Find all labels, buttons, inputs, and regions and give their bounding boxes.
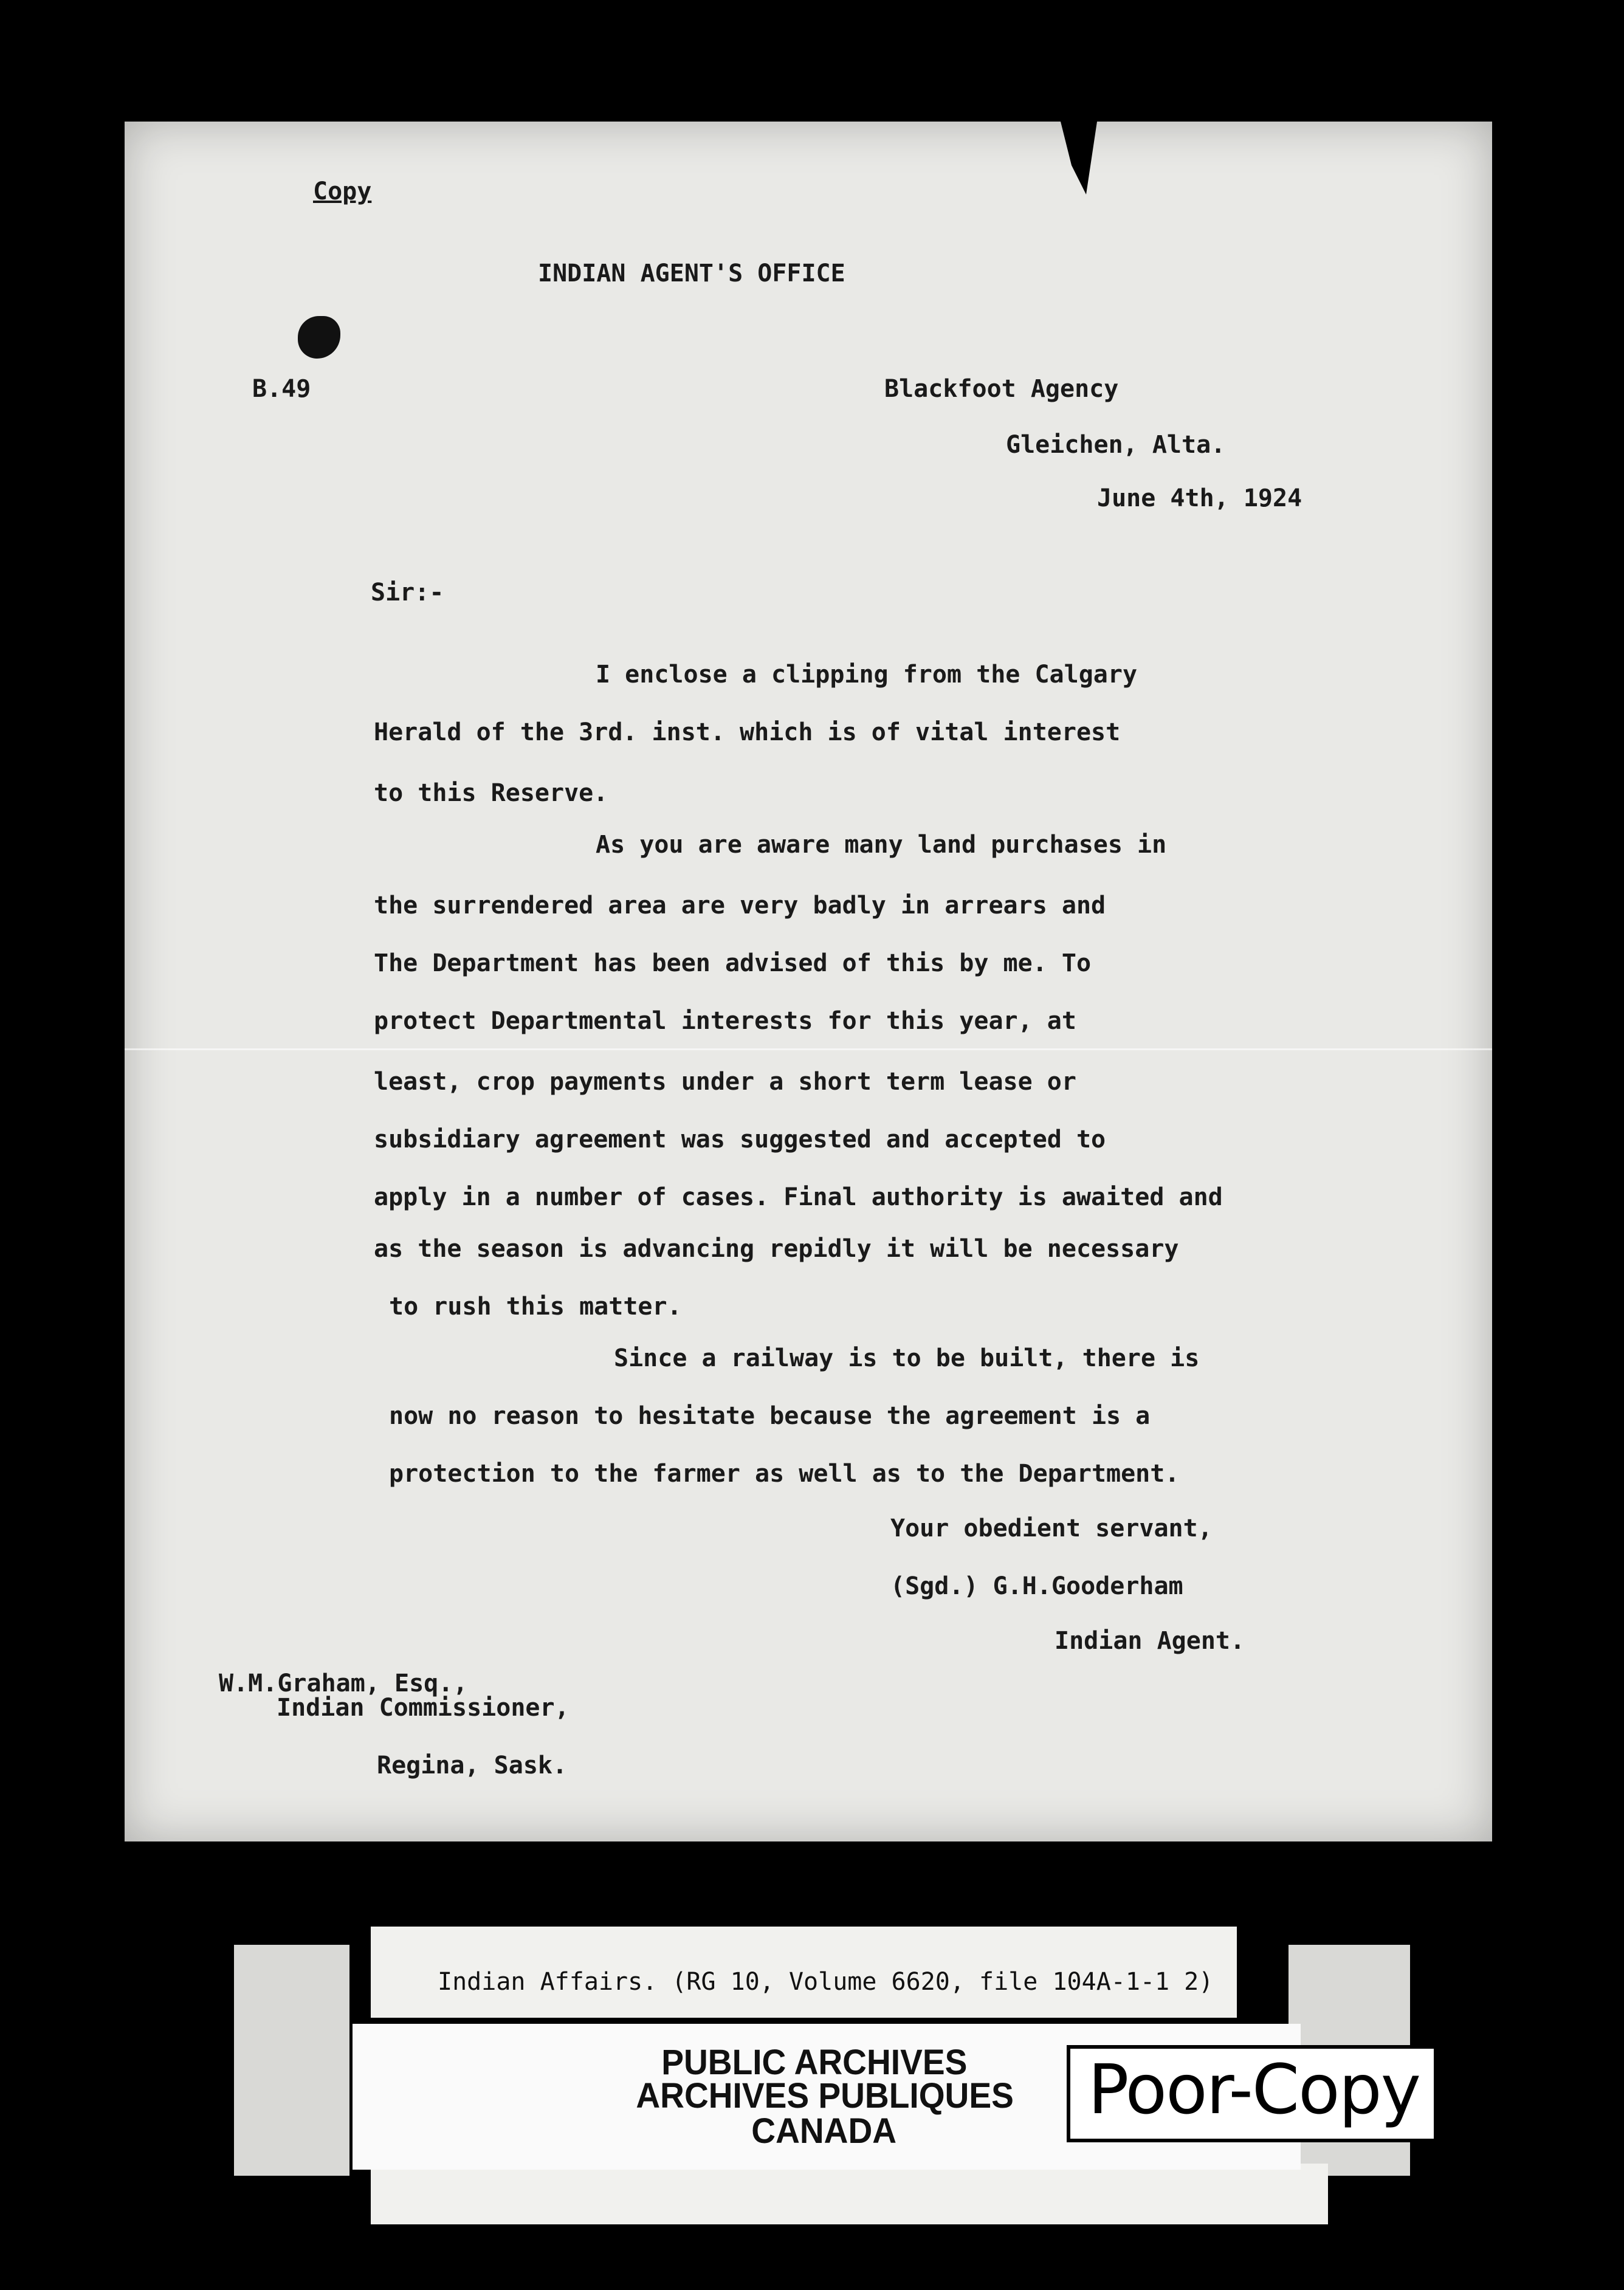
body-line: least, crop payments under a short term lease or (374, 1068, 1076, 1096)
body-line: subsidiary agreement was suggested and accepted to (374, 1126, 1106, 1154)
body-line: now no reason to hesitate because the agreement is a (389, 1402, 1151, 1430)
label-backing-left (234, 1945, 349, 2176)
office-title: INDIAN AGENT'S OFFICE (538, 260, 845, 287)
sender-location: Gleichen, Alta. (1006, 431, 1226, 459)
label-bottom-strip (371, 2164, 1328, 2224)
letter-page (125, 122, 1492, 1841)
letter-date: June 4th, 1924 (1097, 484, 1302, 512)
body-line: protect Departmental interests for this year, at (374, 1007, 1076, 1035)
body-line: protection to the farmer as well as to the Department. (389, 1460, 1180, 1488)
body-line: The Department has been advised of this by me. To (374, 949, 1092, 977)
body-line: to this Reserve. (374, 779, 608, 807)
body-line: the surrendered area are very badly in arrears and (374, 892, 1106, 920)
signer-title: Indian Agent. (1055, 1627, 1245, 1655)
body-line: Herald of the 3rd. inst. which is of vital interest (374, 718, 1121, 746)
copy-mark: Copy (313, 177, 372, 205)
body-line: I enclose a clipping from the Calgary (596, 661, 1138, 689)
stamp-line: ARCHIVES PUBLIQUES (636, 2076, 1014, 2116)
stamp-line: PUBLIC ARCHIVES (661, 2043, 968, 2082)
letter-reference: B.49 (252, 375, 311, 403)
fold-line (125, 1048, 1492, 1050)
stamp-line: CANADA (751, 2111, 897, 2151)
addressee-title: Indian Commissioner, (277, 1694, 569, 1722)
body-line: As you are aware many land purchases in (596, 831, 1167, 859)
valediction: Your obedient servant, (890, 1515, 1213, 1542)
sender-agency: Blackfoot Agency (884, 375, 1119, 403)
body-line: to rush this matter. (389, 1293, 682, 1321)
signature: (Sgd.) G.H.Gooderham (890, 1572, 1183, 1600)
addressee-name: W.M.Graham, Esq., (219, 1669, 468, 1697)
body-line: apply in a number of cases. Final authority is awaited and (374, 1183, 1223, 1211)
salutation: Sir:- (371, 579, 444, 607)
body-line: Since a railway is to be built, there is (614, 1344, 1200, 1372)
addressee-location: Regina, Sask. (377, 1752, 568, 1779)
body-line: as the season is advancing repidly it will be necessary (374, 1235, 1179, 1263)
archive-reference: Indian Affairs. (RG 10, Volume 6620, file 104A-1-1 2) (438, 1968, 1214, 1996)
poor-copy-note: Poor-Copy (1088, 2051, 1420, 2130)
